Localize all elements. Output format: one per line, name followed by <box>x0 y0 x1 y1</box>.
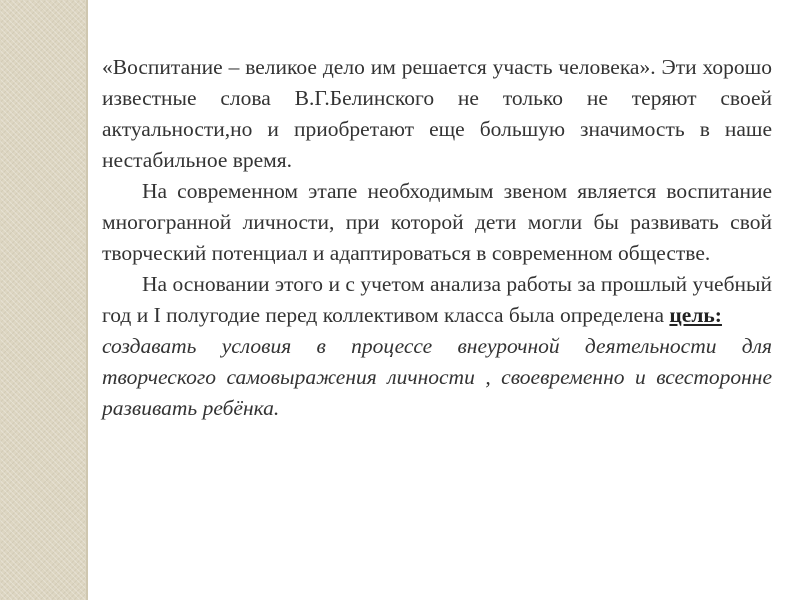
paragraph-analysis-text: На основании этого и с учетом анализа работы за прошлый учебный год и I полугодие перед коллективом класса была определена <box>102 272 772 327</box>
paragraph-analysis <box>102 269 772 331</box>
goal-label: цель: <box>669 303 722 327</box>
goal-statement <box>102 331 772 424</box>
paragraph-modern-stage <box>102 176 772 269</box>
paragraph-quote <box>102 52 772 176</box>
paragraph-quote-text: «Воспитание – великое дело им решается участь человека». Эти хорошо известные слова В.Г.Белинского не только не теряют своей актуальности,но и приобретают еще большую значимость в наше нестабильное время. <box>102 55 772 172</box>
slide-text-block <box>102 52 772 424</box>
decorative-stripe-edge <box>86 0 88 600</box>
paragraph-modern-stage-text: На современном этапе необходимым звеном является воспитание многогранной личности, при которой дети могли бы развивать свой творческий потенциал и адаптироваться в современном обществе. <box>102 179 772 265</box>
goal-statement-text: создавать условия в процессе внеурочной деятельности для творческого самовыражения личности , своевременно и всесторонне развивать ребёнка. <box>102 334 772 420</box>
decorative-side-stripe <box>0 0 86 600</box>
